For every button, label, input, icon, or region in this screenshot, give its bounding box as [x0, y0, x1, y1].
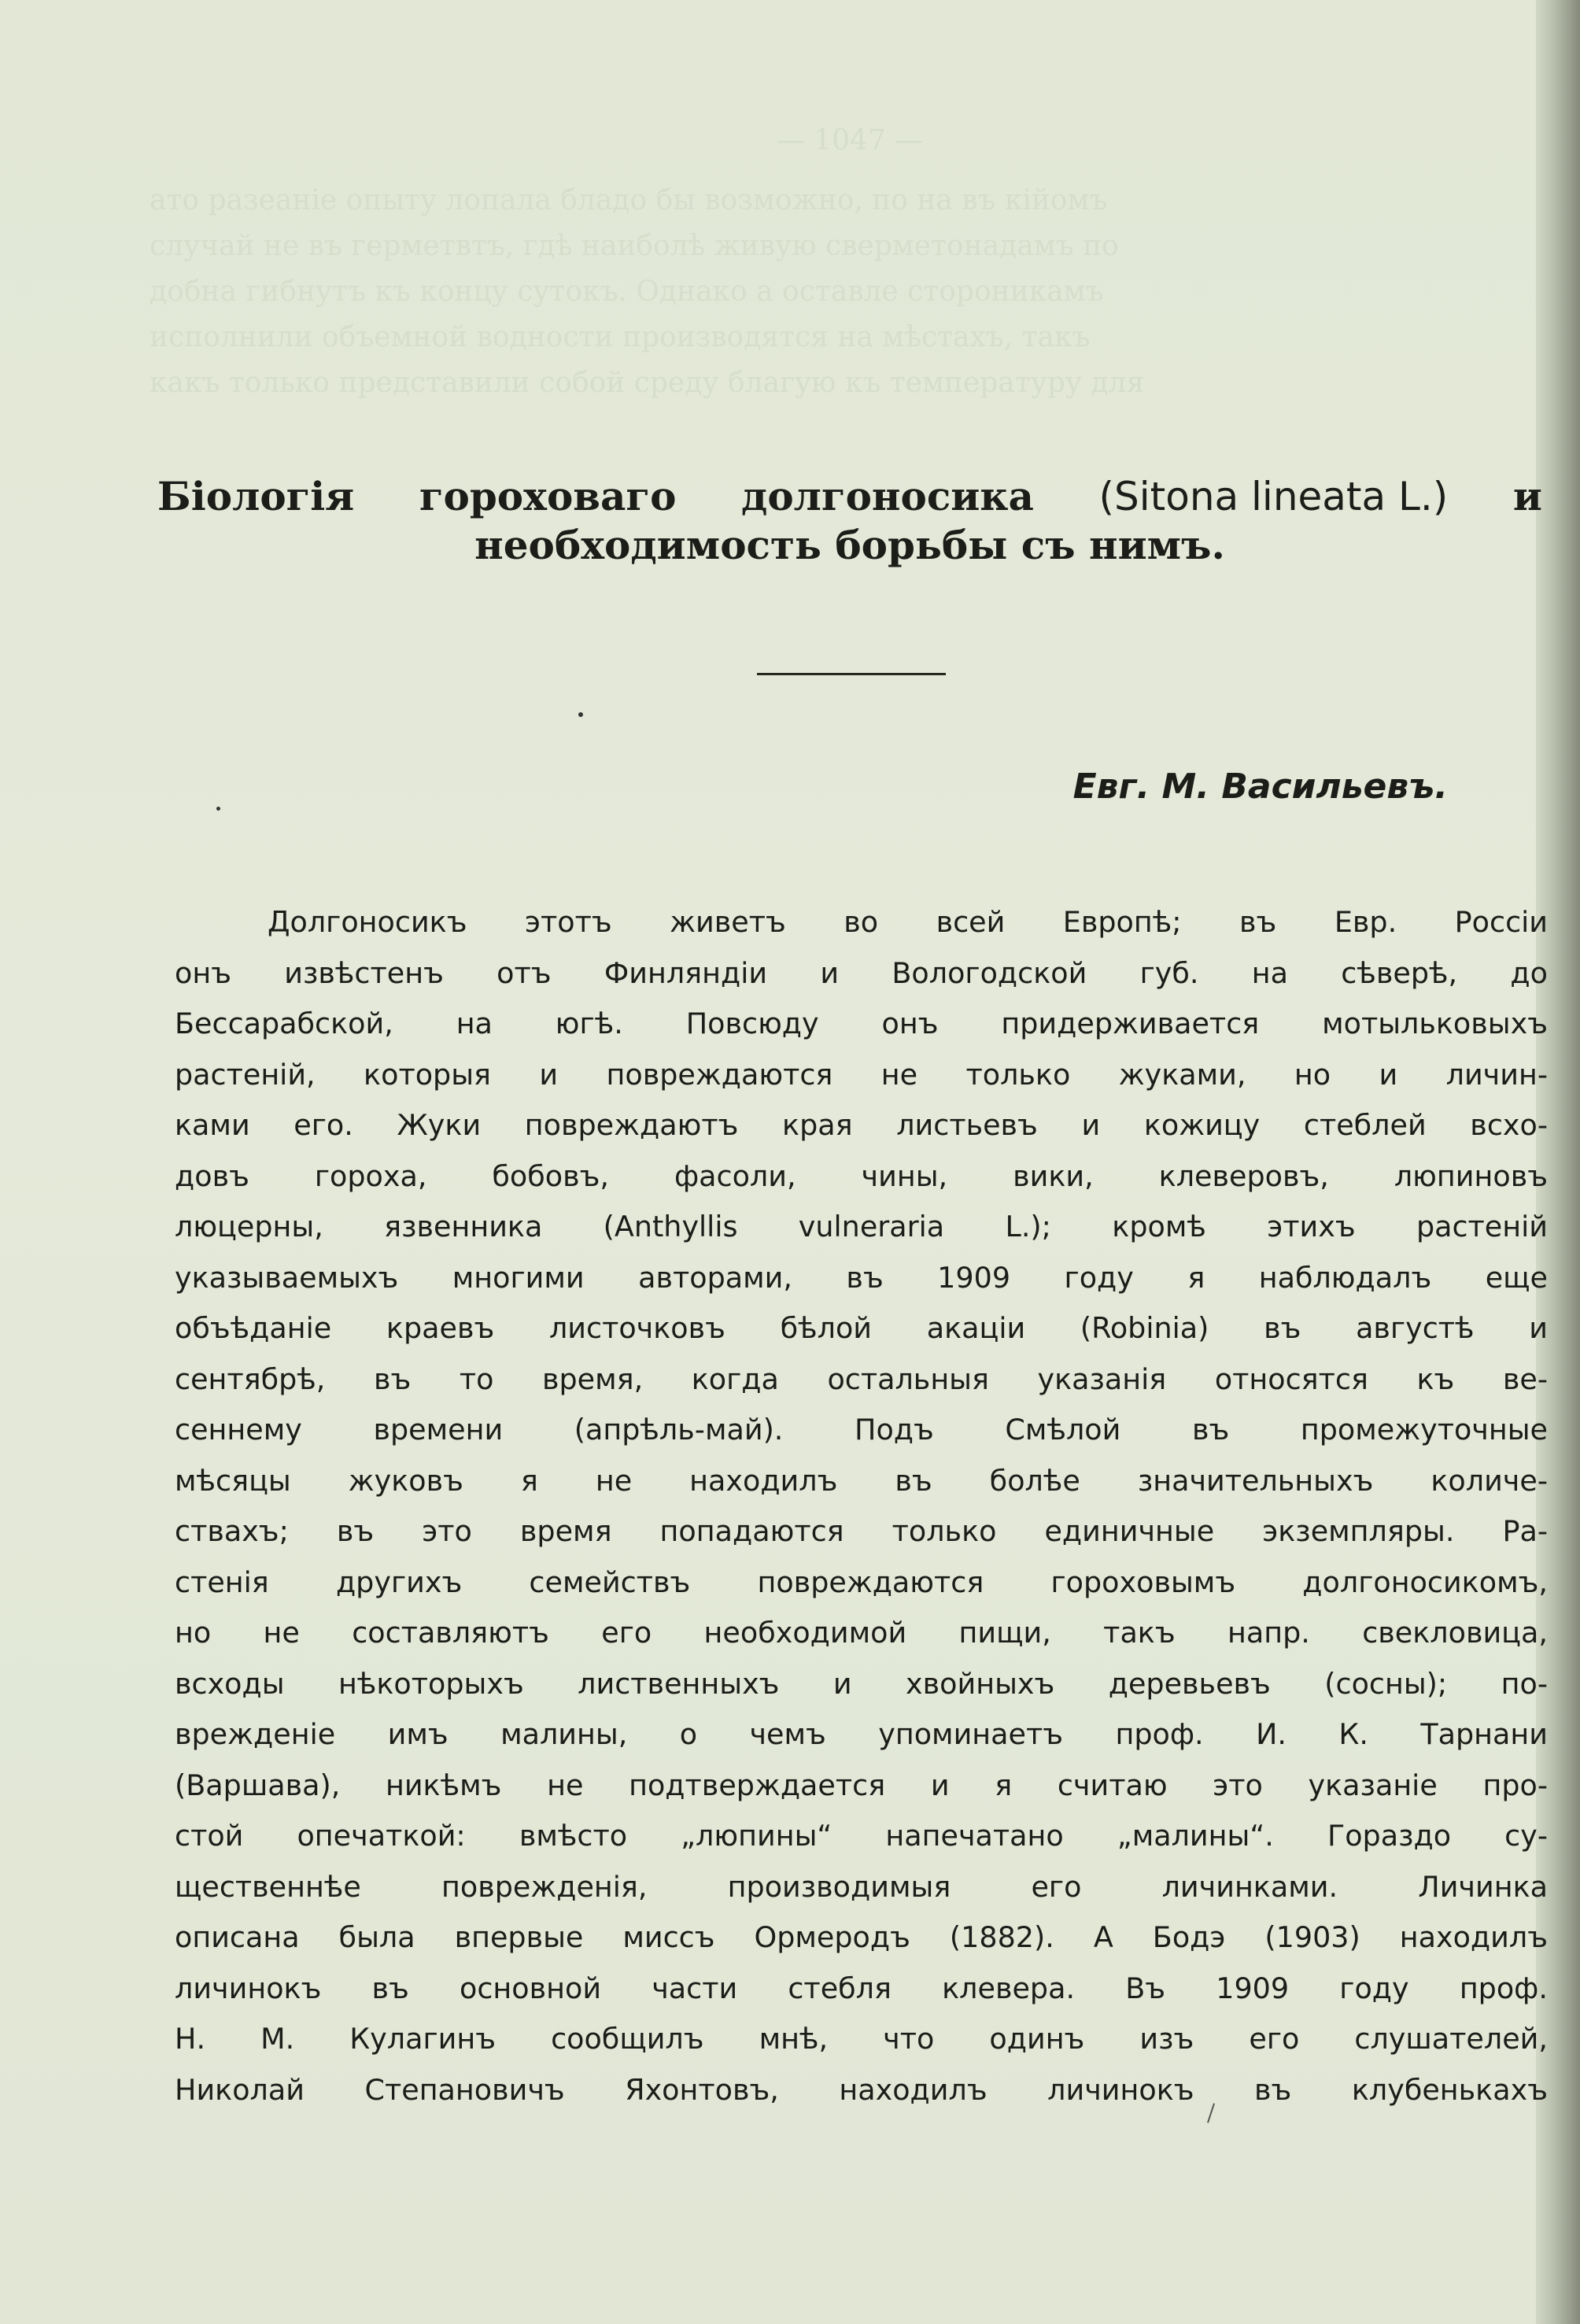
title-latin-name: (Sitona lineata L.) — [1098, 474, 1449, 519]
body-line: Долгоносикъ этотъ живетъ во всей Европѣ; въ Евр. Россіи — [268, 905, 1548, 939]
bleed-line: какъ только представили собой среду благую къ температуру для — [150, 367, 1145, 399]
body-line: сеннему времени (апрѣль-май). Подъ Смѣлой въ промежуточные — [175, 1413, 1548, 1446]
bleed-line: исполнили объемной водности производятся на мѣстахъ, такъ — [150, 321, 1091, 353]
body-line: (Варшава), никѣмъ не подтверждается и я считаю это указаніе про- — [175, 1768, 1548, 1802]
body-line: довъ гороха, бобовъ, фасоли, чины, вики, клеверовъ, люпиновъ — [175, 1158, 1548, 1193]
body-line: щественнѣе поврежденія, производимыя его личинками. Личинка — [175, 1869, 1548, 1904]
body-line: онъ извѣстенъ отъ Финляндіи и Вологодской губ. на сѣверѣ, до — [175, 955, 1548, 990]
body-line: объѣданіе краевъ листочковъ бѣлой акаціи (Robinia) въ августѣ и — [175, 1311, 1548, 1345]
article-title — [157, 472, 1542, 570]
body-line: но не составляютъ его необходимой пищи, такъ напр. свекловица, — [175, 1616, 1548, 1650]
body-line: сентябрѣ, въ то время, когда остальныя указанія относятся къ ве- — [175, 1362, 1548, 1396]
title-divider-rule — [757, 673, 946, 675]
bleed-line: ато разеаніе опыту лопала бладо бы возможно, по на въ кійомъ — [150, 184, 1108, 216]
title-word: долгоносика — [741, 473, 1034, 519]
body-line: ками его. Жуки повреждаютъ края листьевъ и кожицу стеблей всхо- — [175, 1108, 1548, 1142]
body-line: растеній, которыя и повреждаются не только жуками, но и личин- — [175, 1057, 1548, 1092]
bleed-page-number: — 1047 — — [776, 124, 924, 157]
body-line: врежденіе имъ малины, о чемъ упоминаетъ проф. И. К. Тарнани — [175, 1717, 1548, 1751]
paper-speck — [216, 807, 220, 811]
bleed-through-text — [150, 118, 1550, 406]
body-line: Бессарабской, на югѣ. Повсюду онъ придерживается мотыльковыхъ — [175, 1007, 1548, 1040]
body-line: личинокъ въ основной части стебля клевера. Въ 1909 году проф. — [175, 1971, 1548, 2005]
body-line: мѣсяцы жуковъ я не находилъ въ болѣе значительныхъ количе- — [175, 1463, 1548, 1498]
title-word: и — [1512, 473, 1542, 519]
body-line: стенія другихъ семействъ повреждаются гороховымъ долгоносикомъ, — [175, 1565, 1548, 1599]
body-text — [175, 897, 1548, 2115]
title-word: Біологія — [157, 473, 355, 519]
body-line: указываемыхъ многими авторами, въ 1909 году я наблюдалъ еще — [175, 1260, 1548, 1295]
title-line-1 — [157, 472, 1542, 521]
title-line-2: необходимость борьбы съ нимъ. — [474, 522, 1225, 568]
body-line: Н. М. Кулагинъ сообщилъ мнѣ, что одинъ изъ его слушателей, — [175, 2022, 1548, 2056]
bleed-line: добна гибнутъ къ концу сутокъ. Однако а оставле стороникамъ — [150, 275, 1104, 308]
body-line: люцерны, язвенника (Anthyllis vulneraria L.); кромѣ этихъ растеній — [175, 1210, 1548, 1243]
body-line: Николай Степановичъ Яхонтовъ, находилъ личинокъ въ клубенькахъ — [175, 2072, 1548, 2107]
title-word: гороховаго — [419, 473, 677, 519]
paper-speck — [578, 712, 583, 717]
body-line: стой опечаткой: вмѣсто „люпины“ напечатано „малины“. Гораздо су- — [175, 1819, 1548, 1853]
body-line: ствахъ; въ это время попадаются только единичные экземпляры. Ра- — [175, 1514, 1548, 1548]
body-line: описана была впервые миссъ Ормеродъ (1882). А Бодэ (1903) находилъ — [175, 1920, 1548, 1954]
author-name: Евг. М. Васильевъ. — [1072, 767, 1448, 807]
bleed-line: случай не въ герметвтъ, гдѣ наиболѣ живую сверметонадамъ по — [150, 230, 1119, 262]
body-line: всходы нѣкоторыхъ лиственныхъ и хвойныхъ деревьевъ (сосны); по- — [175, 1666, 1548, 1701]
